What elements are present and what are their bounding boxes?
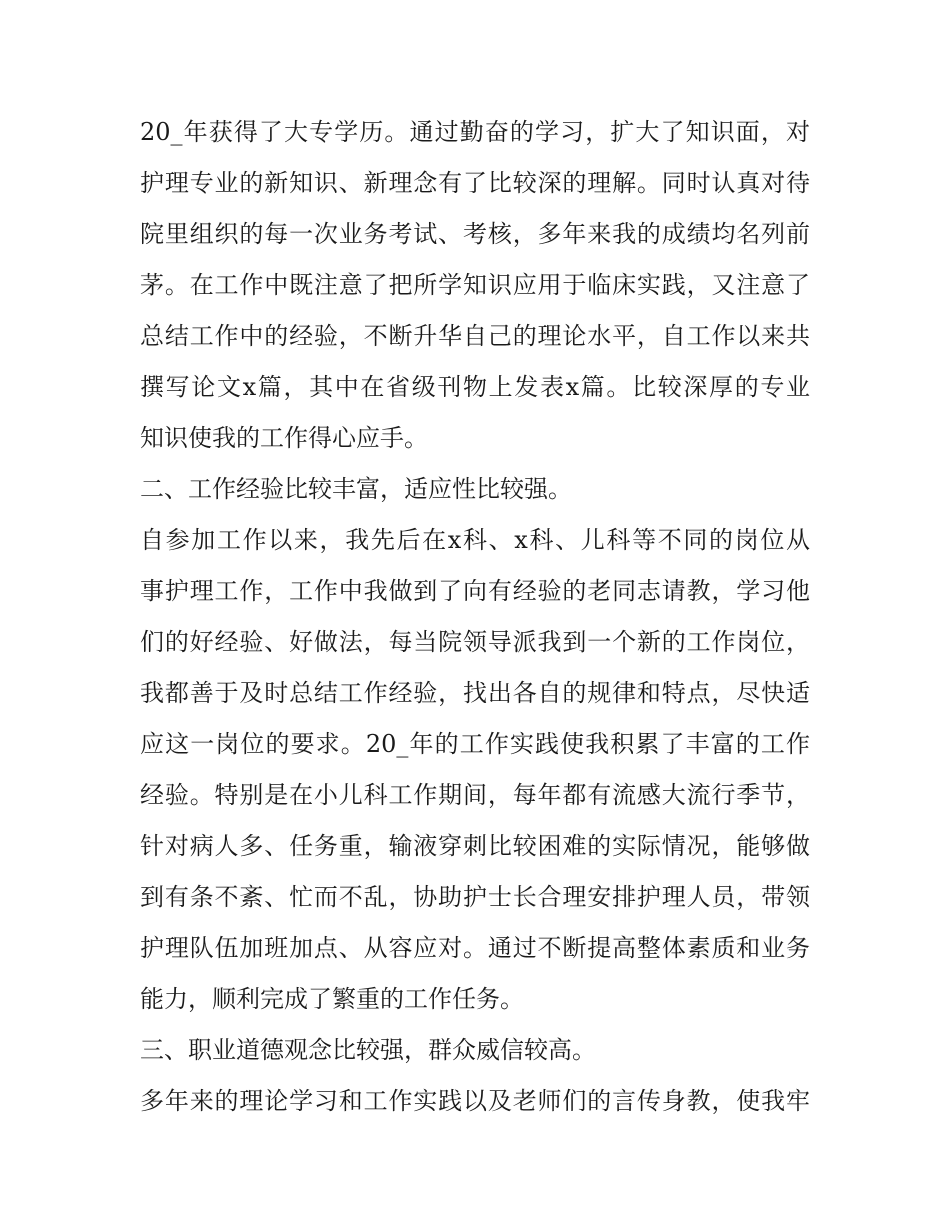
paragraph-line: 护理专业的新知识、新理念有了比较深的理解。同时认真对待 — [140, 169, 810, 197]
section-heading: 二、工作经验比较丰富，适应性比较强。 — [140, 475, 572, 503]
paragraph-line: 院里组织的每一次业务考试、考核，多年来我的成绩均名列前 — [140, 220, 810, 248]
paragraph-line: 多年来的理论学习和工作实践以及老师们的言传身教，使我牢 — [140, 1087, 810, 1115]
paragraph-line: 护理队伍加班加点、从容应对。通过不断提高整体素质和业务 — [140, 934, 810, 962]
paragraph-line: 总结工作中的经验，不断升华自己的理论水平，自工作以来共 — [140, 322, 810, 350]
section-heading: 三、职业道德观念比较强，群众威信较高。 — [140, 1036, 596, 1064]
paragraph-line: 应这一岗位的要求。20_年的工作实践使我积累了丰富的工作 — [140, 730, 810, 758]
paragraph-line: 到有条不紊、忙而不乱，协助护士长合理安排护理人员，带领 — [140, 883, 810, 911]
paragraph-line: 我都善于及时总结工作经验，找出各自的规律和特点，尽快适 — [140, 679, 810, 707]
paragraph-line: 们的好经验、好做法，每当院领导派我到一个新的工作岗位， — [140, 628, 810, 656]
paragraph-line: 知识使我的工作得心应手。 — [140, 424, 428, 452]
paragraph-line: 能力，顺利完成了繁重的工作任务。 — [140, 985, 524, 1013]
paragraph-line: 事护理工作，工作中我做到了向有经验的老同志请教，学习他 — [140, 577, 810, 605]
document-body — [140, 107, 815, 1127]
paragraph-line: 20_年获得了大专学历。通过勤奋的学习，扩大了知识面，对 — [140, 118, 810, 146]
paragraph-line: 自参加工作以来，我先后在x科、x科、儿科等不同的岗位从 — [140, 526, 810, 554]
paragraph-line: 经验。特别是在小儿科工作期间，每年都有流感大流行季节， — [140, 781, 810, 809]
paragraph-line: 针对病人多、任务重，输液穿刺比较困难的实际情况，能够做 — [140, 832, 810, 860]
paragraph-line: 撰写论文x篇，其中在省级刊物上发表x篇。比较深厚的专业 — [140, 373, 810, 401]
paragraph-line: 茅。在工作中既注意了把所学知识应用于临床实践，又注意了 — [140, 271, 810, 299]
